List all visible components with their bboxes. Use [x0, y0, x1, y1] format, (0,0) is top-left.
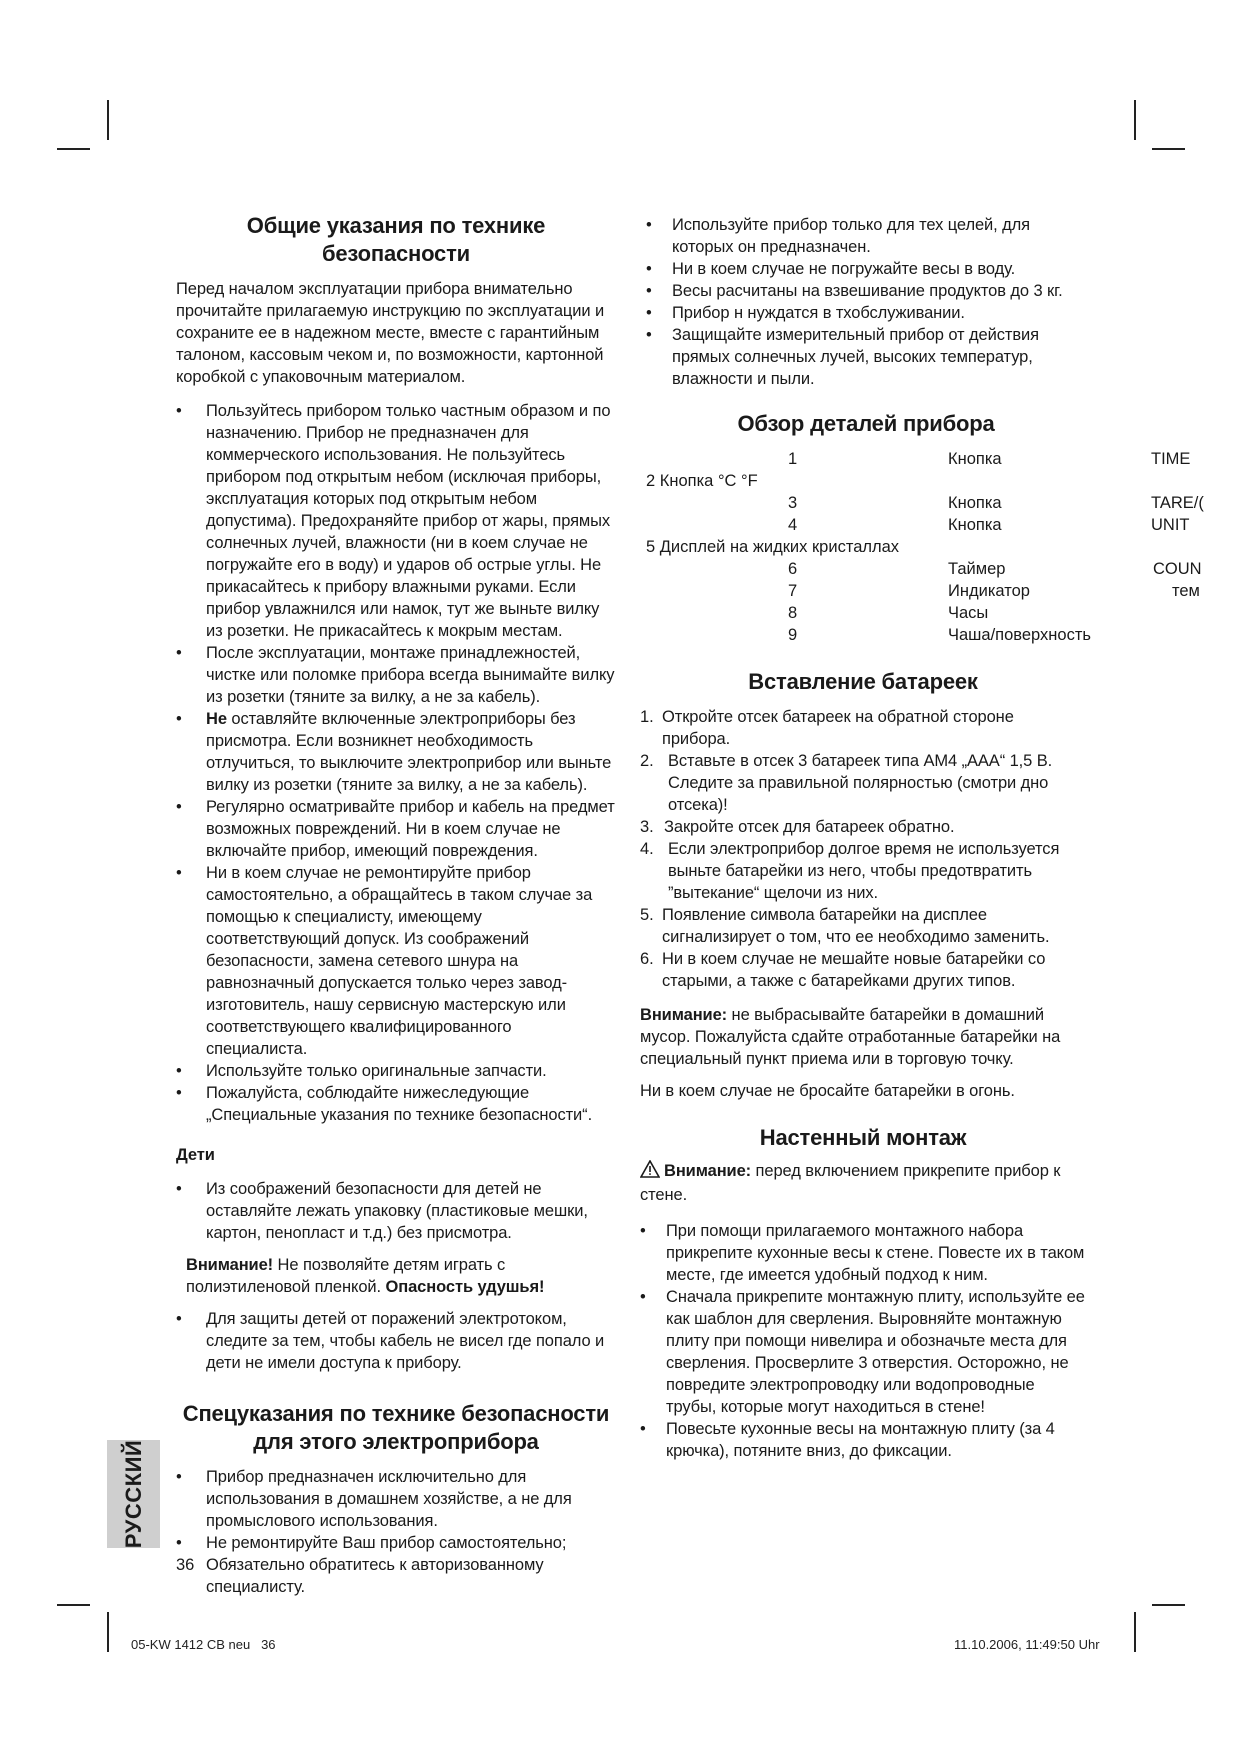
list-item: • При помощи прилагаемого монтажного набора прикрепите кухонные весы к стене. Повесте их в таком месте, где имеется удобный подход к ним. — [640, 1220, 1086, 1286]
list-item: 4. Если электроприбор долгое время не используется выньте батарейки из него, чтобы предотвратить ”вытекание“ щелочи из них. — [640, 840, 1060, 902]
list-item: • Используйте только оригинальные запчасти. — [176, 1060, 616, 1082]
children-warning: Внимание! Не позволяйте детям играть с полиэтиленовой пленкой. Опасность удушья! — [186, 1256, 545, 1296]
left-column — [176, 212, 616, 1598]
crop-mark — [1134, 1612, 1136, 1652]
list-item: • Повесьте кухонные весы на монтажную плиту (за 4 крючка), потяните вниз, до фиксации. — [640, 1418, 1086, 1462]
list-item: • Ни в коем случае не погружайте весы в воду. — [646, 258, 1086, 280]
list-item: • Пожалуйста, соблюдайте нижеследующие „Специальные указания по технике безопасности“. — [176, 1082, 616, 1126]
right-column-lower — [640, 668, 1086, 1462]
special-safety-list — [176, 1466, 616, 1598]
list-item: • Ни в коем случае не ремонтируйте прибор самостоятельно, а обращайтесь в таком случае за помощью к специалисту, имеющему соответствующий допуск. Из соображений безопасности, замена сетевого шнура на равнозначный допускается только через завод-изготовитель, нашу сервисную мастерскую или соответствующего квалифицированного специалиста. — [176, 862, 616, 1060]
list-item: • Защищайте измерительный прибор от действия прямых солнечных лучей, высоких температур, влажности и пыли. — [646, 324, 1086, 390]
list-item: • Из соображений безопасности для детей не оставляйте лежать упаковку (пластиковые мешки, картон, пенопласт и т.д.) без присмотра. — [176, 1178, 616, 1244]
crop-mark — [107, 1612, 109, 1652]
battery-fire-note: Ни в коем случае не бросайте батарейки в огонь. — [640, 1082, 1015, 1100]
children-heading: Дети — [176, 1146, 215, 1164]
page-number: 36 — [176, 1556, 195, 1574]
crop-mark — [1134, 100, 1136, 140]
list-item: • Для защиты детей от поражений электротоком, следите за тем, чтобы кабель не висел где попало и дети не имели доступа к прибору. — [176, 1308, 616, 1374]
list-item: • Весы расчитаны на взвешивание продуктов до 3 кг. — [646, 280, 1086, 302]
crop-mark — [57, 1604, 90, 1606]
section-title-general-safety: Общие указания по технике безопасности — [246, 213, 546, 266]
section-title-batteries: Вставление батареек — [748, 669, 978, 694]
language-tab: РУССКИЙ — [107, 1440, 160, 1548]
intro-paragraph: Перед началом эксплуатации прибора внимательно прочитайте прилагаемую инструкцию по эксплуатации и сохраните ее в надежном месте, вместе с гарантийным талоном, кассовым чеком и, по возможности, картонной коробкой с упаковочным материалом. — [176, 280, 605, 386]
list-item: • Прибор н нуждатся в тхобслуживании. — [646, 302, 1086, 324]
parts-row: 5 Дисплей на жидких кристаллах — [646, 538, 900, 556]
list-item: • Пользуйтесь прибором только частным образом и по назначению. Прибор не предназначен для коммерческого использования. Не пользуйтесь прибором под открытым небом (исключая приборы, эксплуатация которых под открытым небом допустима). Предохраняйте прибор от жары, прямых солнечных лучей, влажности (ни в коем случае не погружайте его в воду) и ударов об острые углы. Не прикасайтесь к прибору влажными руками. Если прибор увлажнился или намок, тут же выньте вилку из розетки. Не прикасайтесь к мокрым местам. — [176, 400, 616, 642]
footer-file-info: 05-KW 1412 CB neu 36 — [131, 1637, 276, 1652]
right-column — [646, 214, 1086, 438]
list-item: • Не оставляйте включенные электроприборы без присмотра. Если возникнет необходимость отлучиться, то выключите электроприбор или выньте вилку из розетки (тяните за вилку, а не за кабель). — [176, 708, 616, 796]
crop-mark — [57, 148, 90, 150]
list-item: 5. Появление символа батарейки на дисплее сигнализирует о том, что ее необходимо заменить. — [640, 906, 1050, 946]
list-item: • Сначала прикрепите монтажную плиту, используйте ее как шаблон для сверления. Выровняйте монтажную плиту при помощи нивелира и обозначьте места для сверления. Просверлите 3 отверстия. Осторожно, не повредите электропроводку или водопроводные трубы, которые могут находиться в стене! — [640, 1286, 1086, 1418]
general-safety-list — [176, 400, 616, 1126]
children-list-2 — [176, 1308, 616, 1374]
crop-mark — [1152, 1604, 1185, 1606]
list-item: 1. Откройте отсек батареек на обратной стороне прибора. — [640, 708, 1014, 748]
list-item: • После эксплуатации, монтаже принадлежностей, чистке или поломке прибора всегда вынимайте вилку из розетки (тяните за вилку, а не за кабель). — [176, 642, 616, 708]
list-item: 2. Вставьте в отсек 3 батареек типа AM4 „AAA“ 1,5 В. Следите за правильной полярностью (смотри дно отсека)! — [640, 752, 1053, 814]
list-item: • Прибор предназначен исключительно для использования в домашнем хозяйстве, а не для промыслового использования. — [176, 1466, 616, 1532]
section-title-wall-mount: Настенный монтаж — [759, 1125, 967, 1150]
children-list — [176, 1178, 616, 1244]
wall-mount-list — [640, 1220, 1086, 1462]
section-title-parts: Обзор деталей прибора — [737, 411, 995, 436]
parts-row: 2 Кнопка °C °F — [646, 472, 758, 490]
battery-steps — [640, 706, 1086, 992]
list-item: 6. Ни в коем случае не мешайте новые батарейки со старыми, а также с батарейками других типов. — [640, 950, 1046, 990]
list-item: • Используйте прибор только для тех целей, для которых он предназначен. — [646, 214, 1086, 258]
list-item: • Регулярно осматривайте прибор и кабель на предмет возможных повреждений. Ни в коем случае не включайте прибор, имеющий повреждения. — [176, 796, 616, 862]
footer-timestamp: 11.10.2006, 11:49:50 Uhr — [954, 1637, 1100, 1652]
wall-warning: Внимание: перед включением прикрепите прибор к стене. — [640, 1162, 1061, 1204]
list-item: 3. Закройте отсек для батареек обратно. — [640, 818, 955, 836]
list-item: • Не ремонтируйте Ваш прибор самостоятельно; Обязательно обратитесь к авторизованному специалисту. — [176, 1532, 616, 1598]
warning-triangle-icon — [640, 1160, 660, 1184]
battery-warning: Внимание: не выбрасывайте батарейки в домашний мусор. Пожалуйста сдайте отработанные батарейки на специальный пункт приема или в торговую точку. — [640, 1006, 1061, 1068]
usage-list — [646, 214, 1086, 390]
crop-mark — [1152, 148, 1185, 150]
section-title-special-safety: Спецуказания по технике безопасности для этого электроприбора — [182, 1401, 610, 1454]
crop-mark — [107, 100, 109, 140]
